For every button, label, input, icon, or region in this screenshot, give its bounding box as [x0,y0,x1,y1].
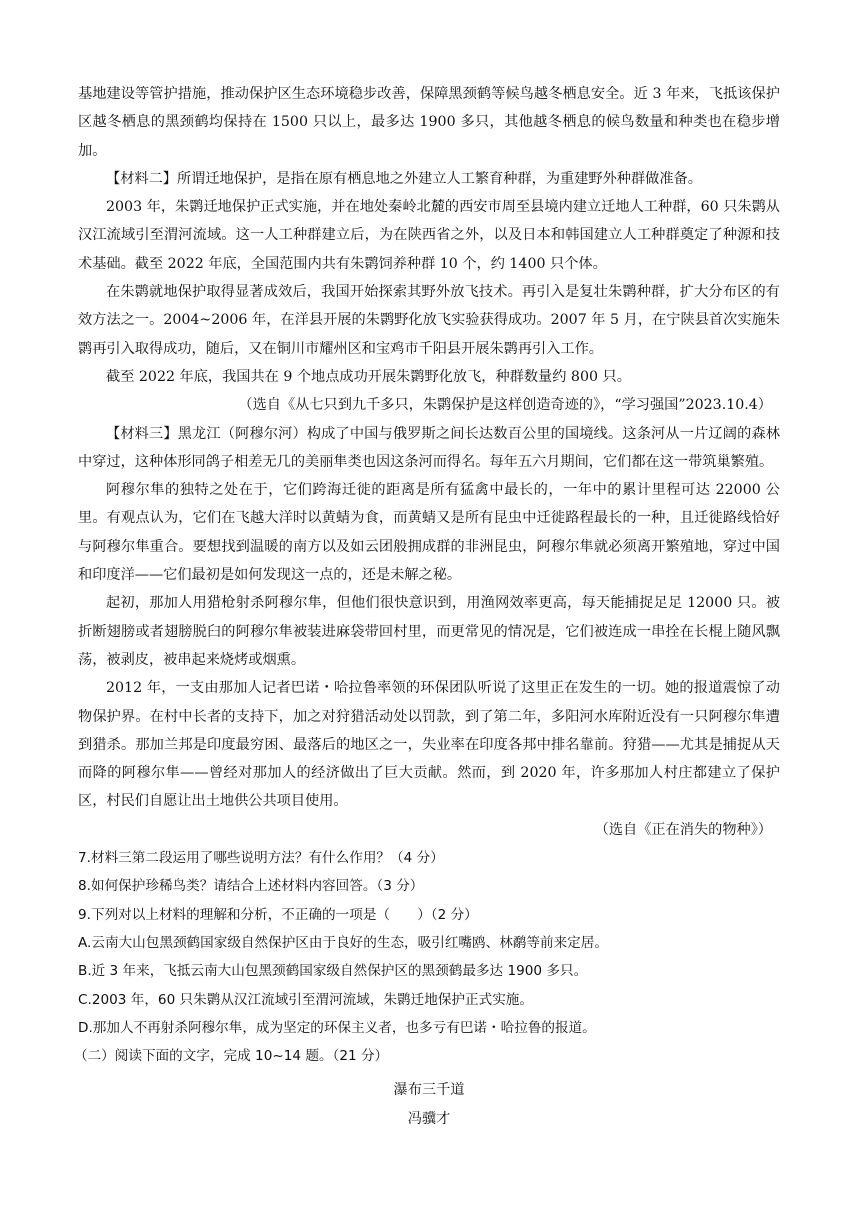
article-title: 瀑布三千道 [393,1082,465,1099]
material-three-para-2: 起初，那加人用猎枪射杀阿穆尔隼，但他们很快意识到，用渔网效率更高，每天能捕捉足足 12000 只。被折断翅膀或者翅膀脱臼的阿穆尔隼被装进麻袋带回村里，而更常见的情况是，它们被连成一串拴在长棍上随风飘荡，被剥皮，被串起来烧烤或烟熏。 [78,595,780,668]
article-author: 冯骥才 [407,1110,451,1127]
option-c: C.2003 年，60 只朱鹮从汉江流域引至渭河流域，朱鹮迁地保护正式实施。 [78,991,533,1008]
material-three-intro: 【材料三】黑龙江（阿穆尔河）构成了中国与俄罗斯之间长达数百公里的国境线。这条河从一片辽阔的森林中穿过，这种体形同鸽子相差无几的美丽隼类也因这条河而得名。每年五六月期间，它们都在这一带筑巢繁殖。 [78,425,780,470]
material-three-para-1: 阿穆尔隼的独特之处在于，它们跨海迁徙的距离是所有猛禽中最长的，一年中的累计里程可达 22000 公里。有观点认为，它们在飞越大洋时以黄蜻为食，而黄蜻又是所有昆虫中迁徙路程最长的一种，且迁徙路线恰好与阿穆尔隼重合。要想找到温暖的南方以及如云团般拥成群的非洲昆虫，阿穆尔隼就必须离开繁殖地，穿过中国和印度洋——它们最初是如何发现这一点的，还是未解之秘。 [78,482,780,584]
option-a: A.云南大山包黑颈鹤国家级自然保护区由于良好的生态，吸引红嘴鸥、林鹬等前来定居。 [78,934,608,951]
exam-page [74,80,780,1133]
option-b: B.近 3 年来，飞抵云南大山包黑颈鹤国家级自然保护区的黑颈鹤最多达 1900 多只。 [78,963,588,980]
material-two-para-3: 截至 2022 年底，我国共在 9 个地点成功开展朱鹮野化放飞，种群数量约 800 只。 [106,368,631,385]
section-header: （二）阅读下面的文字，完成 10~14 题。（21 分） [74,1048,389,1065]
material-two-para-1: 2003 年，朱鹮迁地保护正式实施，并在地处秦岭北麓的西安市周至县境内建立迁地人工种群，60 只朱鹮从汉江流域引至渭河流域。这一人工种群建立后，为在陕西省之外，以及日本和韩国建立人工种群奠定了种源和技术基础。截至 2022 年底，全国范围内共有朱鹮饲养种群 10 个，约 1400 只个体。 [78,199,780,272]
material-one-tail: 基地建设等管护措施，推动保护区生态环境稳步改善，保障黑颈鹤等候鸟越冬栖息安全。近 3 年来，飞抵该保护区越冬栖息的黑颈鹤均保持在 1500 只以上，最多达 1900 多只，其他越冬栖息的候鸟数量和种类也在稳步增加。 [78,86,780,159]
material-three-source: （选自《正在消失的物种》） [594,821,772,838]
option-d: D.那加人不再射杀阿穆尔隼，成为坚定的环保主义者，也多亏有巴诺・哈拉鲁的报道。 [78,1019,596,1036]
material-two-intro: 【材料二】所谓迁地保护，是指在原有栖息地之外建立人工繁育种群，为重建野外种群做准备。 [106,170,702,187]
material-three-para-3: 2012 年，一支由那加人记者巴诺・哈拉鲁率领的环保团队听说了这里正在发生的一切。她的报道震惊了动物保护界。在村中长者的支持下，加之对狩猎活动处以罚款，到了第二年，多阳河水库附近没有一只阿穆尔隼遭到猎杀。那加兰邦是印度最穷困、最落后的地区之一，失业率在印度各邦中排名靠前。狩猎——尤其是捕捉从天而降的阿穆尔隼——曾经对那加人的经济做出了巨大贡献。然而，到 2020 年，许多那加人村庄都建立了保护区，村民们自愿让出土地供公共项目使用。 [78,680,780,810]
material-two-source: （选自《从七只到九千多只，朱鹮保护是这样创造奇迹的》，“学习强国”2023.10.4） [238,397,772,414]
question-7: 7.材料三第二段运用了哪些说明方法？有什么作用？（4 分） [78,850,444,867]
question-9: 9.下列对以上材料的理解和分析，不正确的一项是（ ）（2 分） [78,906,478,923]
question-8: 8.如何保护珍稀鸟类？请结合上述材料内容回答。（3 分） [78,878,424,895]
material-two-para-2: 在朱鹮就地保护取得显著成效后，我国开始探索其野外放飞技术。再引入是复壮朱鹮种群，扩大分布区的有效方法之一。2004~2006 年，在洋县开展的朱鹮野化放飞实验获得成功。2007 年 5 月，在宁陕县首次实施朱鹮再引入取得成功，随后，又在铜川市耀州区和宝鸡市千阳县开展朱鹮再引入工作。 [78,284,780,357]
